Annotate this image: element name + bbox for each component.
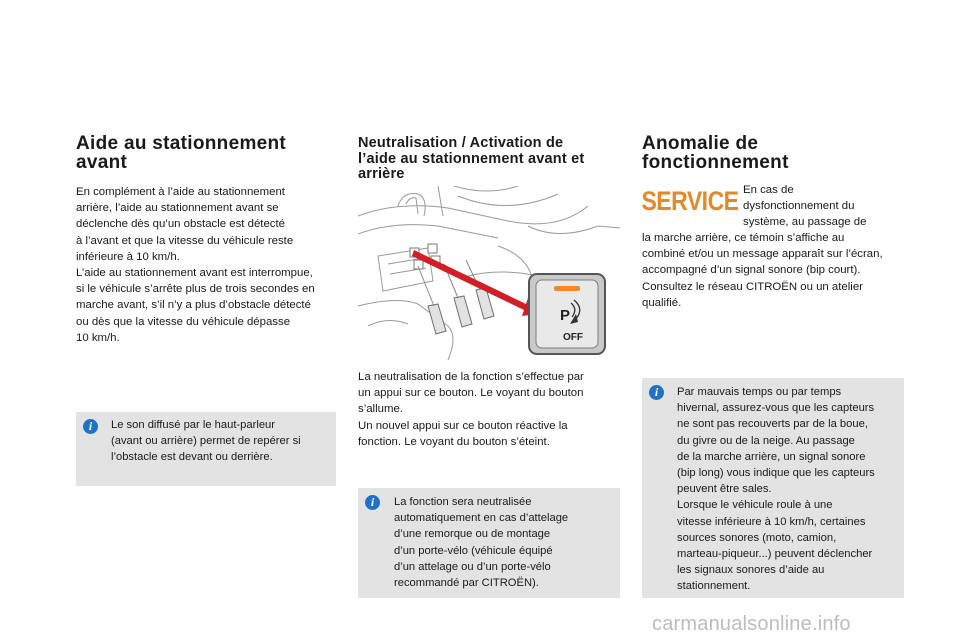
section-title-deactivation: Neutralisation / Activation de l’aide au stationnement avant et arrière bbox=[358, 135, 585, 182]
deactivation-text-block bbox=[358, 369, 620, 450]
info-icon: i bbox=[365, 495, 380, 510]
section-title-malfunction: Anomalie de fonctionnement bbox=[642, 133, 789, 173]
malfunction-text: la marche arrière, ce témoin s’affiche au combiné et/ou un message apparaît sur l’écran, accompagné d’un signal sonore (bip court). Consultez le réseau CITROËN ou un atelier qualifié. bbox=[642, 232, 883, 309]
note-text-speaker: Le son diffusé par le haut-parleur (avant ou arrière) permet de repérer si l’obstacle est devant ou derrière. bbox=[111, 419, 301, 464]
watermark: carmanualsonline.info bbox=[652, 613, 851, 635]
note-text-weather: Par mauvais temps ou par temps hivernal, assurez-vous que les capteurs ne sont pas recouverts par de la boue, du givre ou de la neige. Au passage de la marche arrière, un signal sonore (bip long) vous indique que les capteurs peuvent être sales. Lorsque le véhicule roule à une vitesse inférieure à 10 km/h, certaines sources sonores (moto, camion, marteau-piqueur...) peuvent déclencher les signaux sonores d’aide au stationnement. bbox=[677, 386, 875, 593]
front-parking-aid-text: En complément à l’aide au stationnement arrière, l’aide au stationnement avant se déclenche dès qu’un obstacle est détecté à l’avant et que la vitesse du véhicule reste inférieure à 10 km/h. L’aide au stationnement avant est interrompue, si le véhicule s’arrête plus de trois secondes en marche avant, s’il n’y a plus d’obstacle détecté ou dès que la vitesse du véhicule dépasse 10 km/h. bbox=[76, 186, 315, 344]
section-front-parking-aid bbox=[76, 134, 338, 346]
service-warning-icon: SERVICE bbox=[641, 185, 739, 216]
park-assist-button[interactable] bbox=[554, 306, 594, 348]
section-title-front-parking-aid: Aide au stationnement avant bbox=[76, 133, 287, 173]
info-icon: i bbox=[649, 385, 664, 400]
note-box-towing bbox=[358, 488, 620, 598]
off-label: OFF bbox=[563, 332, 583, 343]
malfunction-text-block bbox=[642, 230, 904, 311]
note-text-towing: La fonction sera neutralisée automatiquement en cas d’attelage d’une remorque ou de montage d’un porte-vélo (véhicule équipé d’un attelage ou d’un porte-vélo recommandé par CITROËN). bbox=[394, 496, 569, 590]
malfunction-intro: En cas de dysfonctionnement du système, au passage de bbox=[743, 184, 867, 229]
note-box-speaker bbox=[76, 412, 336, 486]
deactivation-text: La neutralisation de la fonction s’effectue par un appui sur ce bouton. Le voyant du bouton s’allume. Un nouvel appui sur ce bouton réactive la fonction. Le voyant du bouton s’éteint. bbox=[358, 371, 584, 448]
section-malfunction bbox=[642, 134, 904, 172]
note-box-weather bbox=[642, 378, 904, 598]
section-deactivation bbox=[358, 136, 620, 183]
parking-symbol: P bbox=[560, 307, 571, 324]
info-icon: i bbox=[83, 419, 98, 434]
